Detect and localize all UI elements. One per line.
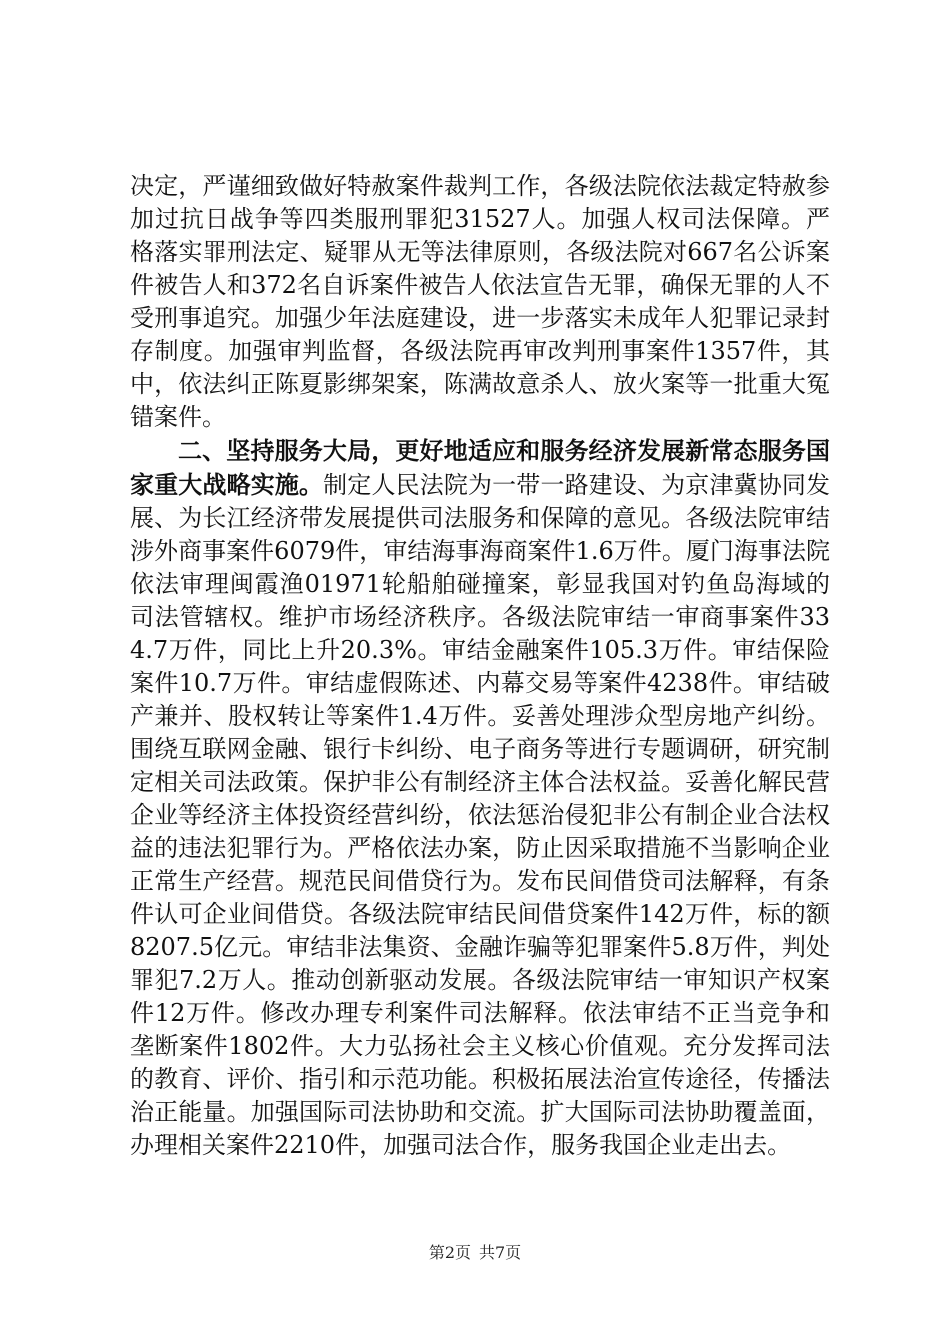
section-heading: 二、坚持服务大局，更好地适应和服务经济发展新常态服务国家重大战略实施。 xyxy=(130,436,830,499)
paragraph-2 xyxy=(130,434,830,1162)
paragraph-1: 决定，严谨细致做好特赦案件裁判工作，各级法院依法裁定特赦参加过抗日战争等四类服刑罪犯31527人。加强人权司法保障。严格落实罪刑法定、疑罪从无等法律原则，各级法院对667名公诉案件被告人和372名自诉案件被告人依法宣告无罪，确保无罪的人不受刑事追究。加强少年法庭建设，进一步落实未成年人犯罪记录封存制度。加强审判监督，各级法院再审改判刑事案件1357件，其中，依法纠正陈夏影绑架案，陈满故意杀人、放火案等一批重大冤错案件。 xyxy=(130,172,830,431)
paragraph-2-body: 制定人民法院为一带一路建设、为京津冀协同发展、为长江经济带发展提供司法服务和保障的意见。各级法院审结涉外商事案件6079件，审结海事海商案件1.6万件。厦门海事法院依法审理闽霞渔01971轮船舶碰撞案，彰显我国对钓鱼岛海域的司法管辖权。维护市场经济秩序。各级法院审结一审商事案件334.7万件，同比上升20.3%。审结金融案件105.3万件。审结保险案件10.7万件。审结虚假陈述、内幕交易等案件4238件。审结破产兼并、股权转让等案件1.4万件。妥善处理涉众型房地产纠纷。围绕互联网金融、银行卡纠纷、电子商务等进行专题调研，研究制定相关司法政策。保护非公有制经济主体合法权益。妥善化解民营企业等经济主体投资经营纠纷，依法惩治侵犯非公有制企业合法权益的违法犯罪行为。严格依法办案，防止因采取措施不当影响企业正常生产经营。规范民间借贷行为。发布民间借贷司法解释，有条件认可企业间借贷。各级法院审结民间借贷案件142万件，标的额8207.5亿元。审结非法集资、金融诈骗等犯罪案件5.8万件，判处罪犯7.2万人。推动创新驱动发展。各级法院审结一审知识产权案件12万件。修改办理专利案件司法解释。依法审结不正当竞争和垄断案件1802件。大力弘扬社会主义核心价值观。充分发挥司法的教育、评价、指引和示范功能。积极拓展法治宣传途径，传播法治正能量。加强国际司法协助和交流。扩大国际司法协助覆盖面，办理相关案件2210件，加强司法合作，服务我国企业走出去。 xyxy=(130,471,831,1159)
document-body xyxy=(130,170,830,1162)
page-footer xyxy=(0,1242,950,1264)
page-total: 共7页 xyxy=(479,1243,522,1262)
page-number: 第2页 xyxy=(428,1243,471,1262)
